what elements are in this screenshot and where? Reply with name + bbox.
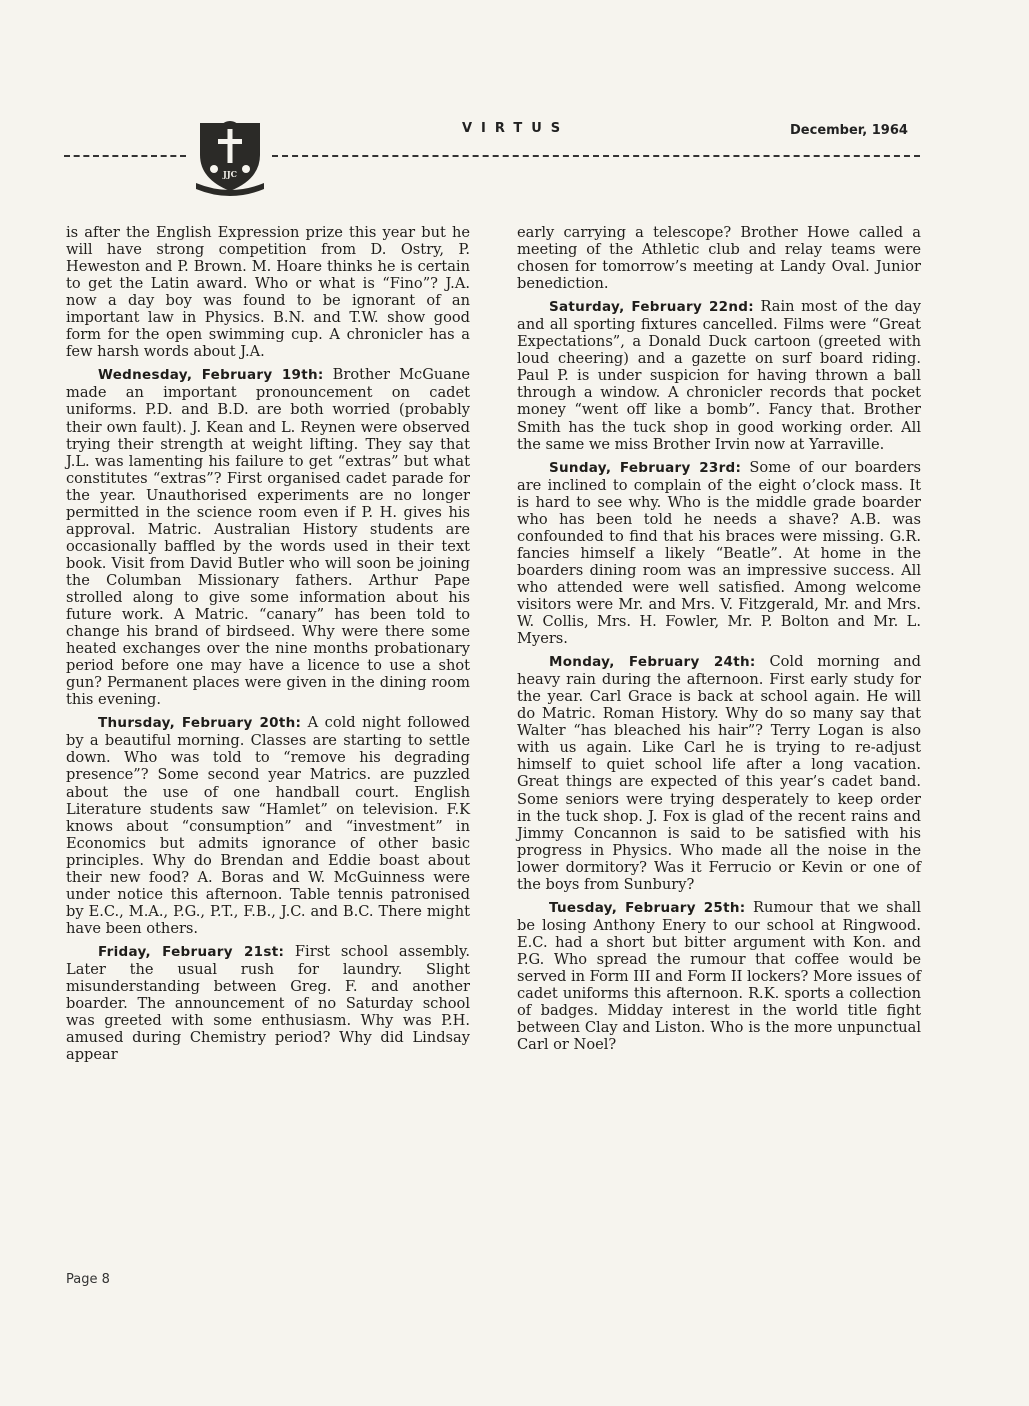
entry-paragraph — [66, 714, 470, 937]
paragraph-text: Some of our boarders are inclined to complain of the eight o’clock mass. It is hard to see why. Who is the middle grade boarder who has been told he needs a shave? A.B. was confounded to find that his braces were missing. G.R. fancies himself a likely “Beatle”. At home in the boarders dining room was an impressive success. All who attended were well satisfied. Among welcome visitors were Mr. and Mrs. V. Fitzgerald, Mr. and Mrs. W. Collis, Mrs. H. Fowler, Mr. P. Bolton and Mr. L. Myers. — [517, 458, 921, 648]
day-heading: Saturday, February 22nd: — [549, 299, 754, 316]
header-rule-right — [272, 155, 920, 157]
entry-paragraph — [66, 224, 470, 360]
issue-date: December, 1964 — [790, 123, 908, 138]
day-heading: Monday, February 24th: — [549, 654, 756, 671]
paragraph-text: Brother McGuane made an important pronouncement on cadet uniforms. P.D. and B.D. are both worried (probably their own fault). J. Kean and L. Reynen were observed trying their strength at weight lifting. They say that J.L. was lamenting his failure to get “extras” but what constitutes “extras”? First organised cadet parade for the year. Unauthorised experiments are no longer permitted in the science room even if P. H. gives his approval. Matric. Australian History students are occasionally baffled by the words used in their text book. Visit from David Butler who will soon be joining the Columban Missionary fathers. Arthur Pape strolled along to give some information about his future work. A Matric. “canary” has been told to change his brand of birdseed. Why were there some heated exchanges over the nine months probationary period before one may have a licence to use a shot gun? Permanent places were given in the dining room this evening. — [66, 366, 470, 709]
entry-paragraph — [517, 224, 921, 292]
paragraph-text: is after the English Expression prize this year but he will have strong competition from D. Ostry, P. Heweston and P. Brown. M. Hoare thinks he is certain to get the Latin award. Who or what is “Fino”? J.A. now a day boy was found to be ignorant of an important law in Physics. B.N. and T.W. show good form for the open swimming cup. A chronicler has a few harsh words about J.A. — [66, 224, 470, 361]
paragraph-text: First school assembly. Later the usual rush for laundry. Slight misunderstanding between Greg. F. and another boarder. The announcement of no Saturday school was greeted with some enthusiasm. Why was P.H. amused during Chemistry period? Why did Lindsay appear — [66, 942, 470, 1064]
day-heading: Sunday, February 23rd: — [549, 459, 742, 476]
paragraph-text: Rumour that we shall be losing Anthony Enery to our school at Ringwood. E.C. had a short but bitter argument with Kon. and P.G. Who spread the rumour that coffee would be served in Form III and Form II lockers? More issues of cadet uniforms this afternoon. R.K. sports a collection of badges. Midday interest in the world title fight between Clay and Liston. Who is the more unpunctual Carl or Noel? — [517, 898, 922, 1054]
right-column — [517, 224, 921, 1059]
day-heading: Thursday, February 20th: — [98, 715, 302, 732]
header-rule-left — [64, 155, 186, 157]
magazine-title: VIRTUS — [462, 121, 570, 136]
crest-text: JJC — [223, 169, 237, 179]
left-column — [66, 224, 470, 1069]
day-heading: Tuesday, February 25th: — [549, 899, 746, 916]
day-heading: Friday, February 21st: — [98, 943, 285, 960]
entry-paragraph — [517, 653, 921, 893]
paragraph-text: early carrying a telescope? Brother Howe called a meeting of the Athletic club and relay teams were chosen for tomorrow’s meeting at Landy Oval. Junior benediction. — [517, 224, 921, 293]
school-crest-icon — [190, 117, 270, 197]
day-heading: Wednesday, February 19th: — [98, 367, 324, 384]
paragraph-text: Cold morning and heavy rain during the afternoon. First early study for the year. Carl Grace is back at school again. He will do Matric. Roman History. Why do so many say that Walter “has bleached his hair”? Terry Logan is also with us again. Like Carl he is trying to re-adjust himself to quiet school life after a long vacation. Great things are expected of this year’s cadet band. Some seniors were trying desperately to keep order in the tuck shop. J. Fox is glad of the recent rains and Jimmy Concannon is said to be satisfied with his progress in Physics. Who made all the noise in the lower dormitory? Was it Ferrucio or Kevin or one of the boys from Sunbury? — [517, 653, 921, 893]
entry-paragraph — [517, 298, 921, 452]
paragraph-text: A cold night followed by a beautiful morning. Classes are starting to settle down. Who was told to “remove his degrading presence”? Some second year Matrics. are puzzled about the use of one handball court. English Literature students saw “Hamlet” on television. F.K knows about “consumption” and “investment” in Economics but admits ignorance of other basic principles. Why do Brendan and Eddie boast about their new food? A. Boras and W. McGuinness were under notice this afternoon. Table tennis patronised by E.C., M.A., P.G., P.T., F.B., J.C. and B.C. There might have been others. — [66, 714, 471, 937]
entry-paragraph — [517, 899, 921, 1053]
paragraph-text: Rain most of the day and all sporting fixtures cancelled. Films were “Great Expectations”, a Donald Duck cartoon (greeted with loud cheering) and a gazette on surf board riding. Paul P. is under suspicion for having thrown a ball through a window. A chronicler records that pocket money “went off like a bomb”. Fancy that. Brother Smith has the tuck shop in good working order. All the same we miss Brother Irvin now at Yarraville. — [517, 298, 921, 453]
entry-paragraph — [66, 366, 470, 708]
entry-paragraph — [517, 459, 921, 648]
entry-paragraph — [66, 943, 470, 1063]
page-number: Page 8 — [66, 1272, 110, 1287]
